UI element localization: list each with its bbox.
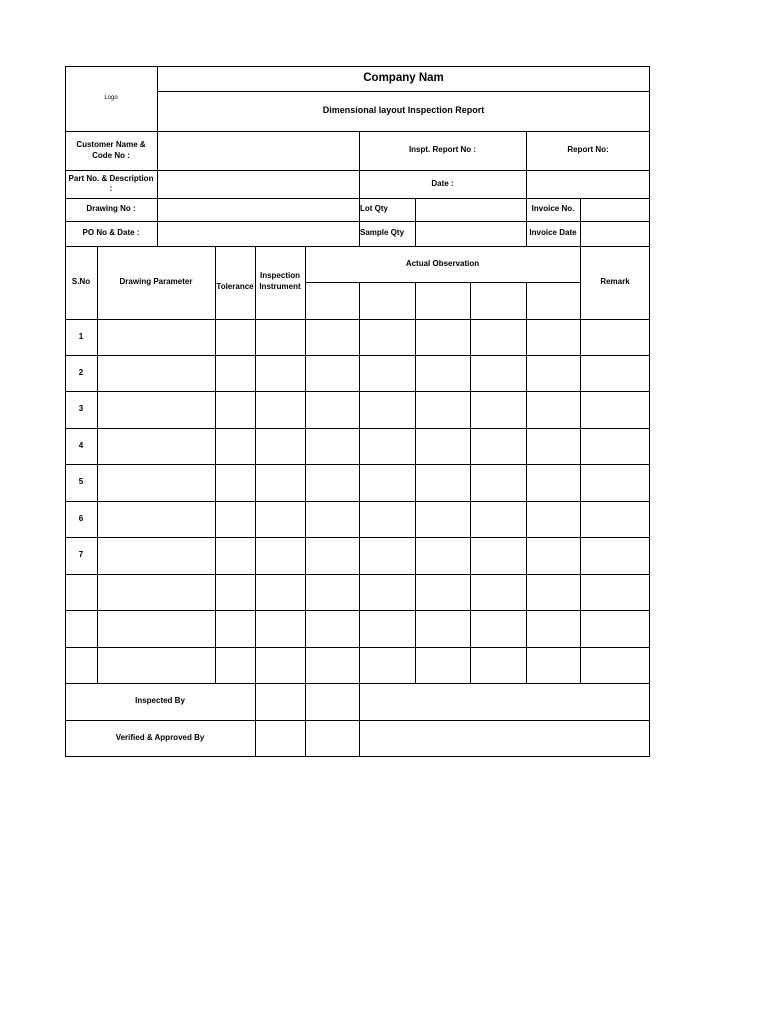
invoice-date-field[interactable]: [580, 221, 650, 246]
row-number: [65, 574, 97, 610]
inspected-by-notes[interactable]: [359, 683, 650, 720]
verified-by-signature[interactable]: [255, 720, 305, 757]
col-header-drawing-parameter: Drawing Parameter: [119, 277, 193, 287]
lot-qty-field[interactable]: [415, 198, 526, 221]
row-number: 2: [78, 367, 84, 377]
row-number: [65, 610, 97, 647]
sample-qty-label: Sample Qty: [360, 228, 405, 238]
lot-qty-label: Lot Qty: [360, 204, 388, 214]
row-number: 5: [78, 477, 84, 487]
inspected-by-date[interactable]: [305, 683, 359, 720]
po-field[interactable]: [157, 221, 359, 246]
drawing-no-label: Drawing No :: [86, 204, 136, 214]
row-number: [65, 647, 97, 683]
row-number: 6: [78, 513, 84, 523]
customer-label: Customer Name & Code No :: [76, 140, 146, 160]
row-number: 3: [78, 404, 84, 414]
logo-placeholder: Logo: [104, 94, 118, 101]
verified-by-date[interactable]: [305, 720, 359, 757]
row-number: 7: [78, 550, 84, 560]
report-no-label: Report No:: [567, 145, 609, 155]
customer-field[interactable]: [157, 131, 359, 170]
part-field[interactable]: [157, 170, 359, 198]
row-number: 1: [78, 331, 84, 341]
date-label: Date :: [431, 178, 454, 188]
verified-by-notes[interactable]: [359, 720, 650, 757]
invoice-date-label: Invoice Date: [529, 228, 577, 238]
sample-qty-field[interactable]: [415, 221, 526, 246]
col-header-remark: Remark: [600, 277, 630, 287]
inspected-by-label: Inspected By: [135, 696, 185, 706]
po-label: PO No & Date :: [82, 228, 140, 238]
company-name: Company Nam: [363, 72, 444, 85]
invoice-no-label: Invoice No.: [531, 204, 575, 214]
inspt-report-label: Inspt. Report No :: [408, 145, 477, 155]
row-number: 4: [78, 440, 84, 450]
report-title: Dimensional layout Inspection Report: [322, 105, 485, 116]
col-header-tolerance: Tolerance: [216, 281, 254, 291]
inspected-by-signature[interactable]: [255, 683, 305, 720]
col-header-actual-observation: Actual Observation: [405, 258, 480, 268]
drawing-no-field[interactable]: [157, 198, 359, 221]
date-field[interactable]: [526, 170, 650, 198]
col-header-inspection-instrument: Inspection Instrument: [259, 271, 301, 291]
inspection-report-sheet: [65, 66, 650, 757]
col-header-sno: S.No: [71, 277, 91, 287]
part-label: Part No. & Description :: [68, 173, 154, 193]
verified-approved-by-label: Verified & Approved By: [115, 733, 205, 743]
invoice-no-field[interactable]: [580, 198, 650, 221]
